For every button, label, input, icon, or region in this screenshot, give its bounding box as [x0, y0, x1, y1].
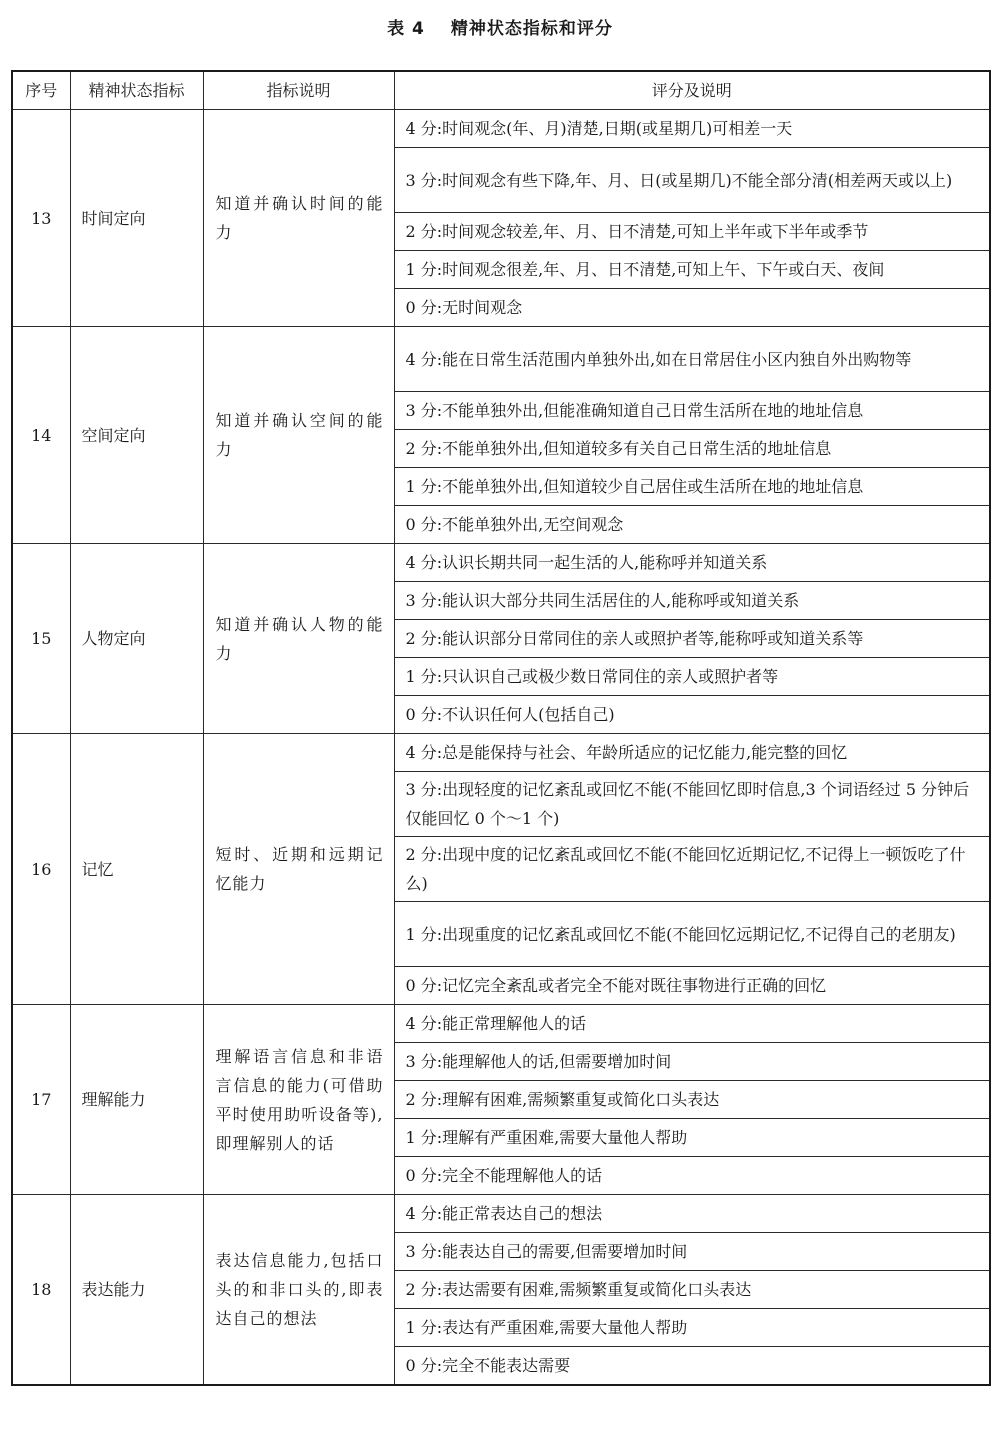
indicator-name: 空间定向 — [70, 327, 203, 544]
table-number: 表 4 — [387, 19, 425, 39]
score-description: 0 分:完全不能理解他人的话 — [394, 1157, 990, 1195]
row-number: 14 — [12, 327, 70, 544]
indicator-description: 理解语言信息和非语言信息的能力(可借助平时使用助听设备等),即理解别人的话 — [203, 1005, 394, 1195]
score-description: 2 分:能认识部分日常同住的亲人或照护者等,能称呼或知道关系等 — [394, 620, 990, 658]
header-indicator: 精神状态指标 — [70, 71, 203, 110]
header-description: 指标说明 — [203, 71, 394, 110]
indicator-description: 表达信息能力,包括口头的和非口头的,即表达自己的想法 — [203, 1195, 394, 1386]
score-description: 3 分:时间观念有些下降,年、月、日(或星期几)不能全部分清(相差两天或以上) — [394, 148, 990, 213]
score-description: 2 分:不能单独外出,但知道较多有关自己日常生活的地址信息 — [394, 430, 990, 468]
score-description: 4 分:能正常理解他人的话 — [394, 1005, 990, 1043]
score-description: 2 分:时间观念较差,年、月、日不清楚,可知上半年或下半年或季节 — [394, 213, 990, 251]
indicator-description: 短时、近期和远期记忆能力 — [203, 734, 394, 1005]
header-row — [12, 71, 990, 110]
indicator-name: 时间定向 — [70, 110, 203, 327]
score-description: 2 分:理解有困难,需频繁重复或简化口头表达 — [394, 1081, 990, 1119]
score-description: 2 分:出现中度的记忆紊乱或回忆不能(不能回忆近期记忆,不记得上一顿饭吃了什么) — [394, 837, 990, 902]
score-description: 0 分:不认识任何人(包括自己) — [394, 696, 990, 734]
table-row — [12, 1195, 990, 1233]
score-description: 3 分:能理解他人的话,但需要增加时间 — [394, 1043, 990, 1081]
score-description: 4 分:认识长期共同一起生活的人,能称呼并知道关系 — [394, 544, 990, 582]
mental-state-table — [11, 70, 991, 1386]
score-description: 3 分:出现轻度的记忆紊乱或回忆不能(不能回忆即时信息,3 个词语经过 5 分钟后仅能回忆 0 个～1 个) — [394, 772, 990, 837]
score-description: 1 分:出现重度的记忆紊乱或回忆不能(不能回忆远期记忆,不记得自己的老朋友) — [394, 902, 990, 967]
score-description: 4 分:能在日常生活范围内单独外出,如在日常居住小区内独自外出购物等 — [394, 327, 990, 392]
indicator-name: 表达能力 — [70, 1195, 203, 1386]
table-row — [12, 1005, 990, 1043]
score-description: 4 分:总是能保持与社会、年龄所适应的记忆能力,能完整的回忆 — [394, 734, 990, 772]
row-number: 16 — [12, 734, 70, 1005]
indicator-description: 知道并确认时间的能力 — [203, 110, 394, 327]
score-description: 1 分:不能单独外出,但知道较少自己居住或生活所在地的地址信息 — [394, 468, 990, 506]
score-description: 0 分:记忆完全紊乱或者完全不能对既往事物进行正确的回忆 — [394, 967, 990, 1005]
score-description: 0 分:不能单独外出,无空间观念 — [394, 506, 990, 544]
indicator-description: 知道并确认空间的能力 — [203, 327, 394, 544]
score-description: 4 分:时间观念(年、月)清楚,日期(或星期几)可相差一天 — [394, 110, 990, 148]
indicator-name: 记忆 — [70, 734, 203, 1005]
row-number: 15 — [12, 544, 70, 734]
table-row — [12, 734, 990, 772]
score-description: 3 分:不能单独外出,但能准确知道自己日常生活所在地的地址信息 — [394, 392, 990, 430]
indicator-description: 知道并确认人物的能力 — [203, 544, 394, 734]
score-description: 3 分:能认识大部分共同生活居住的人,能称呼或知道关系 — [394, 582, 990, 620]
table-title-text: 精神状态指标和评分 — [450, 19, 613, 39]
table-row — [12, 544, 990, 582]
table-title — [0, 14, 1000, 39]
table-row — [12, 110, 990, 148]
score-description: 1 分:理解有严重困难,需要大量他人帮助 — [394, 1119, 990, 1157]
score-description: 0 分:无时间观念 — [394, 289, 990, 327]
row-number: 13 — [12, 110, 70, 327]
score-description: 4 分:能正常表达自己的想法 — [394, 1195, 990, 1233]
indicator-name: 人物定向 — [70, 544, 203, 734]
row-number: 17 — [12, 1005, 70, 1195]
row-number: 18 — [12, 1195, 70, 1386]
score-description: 2 分:表达需要有困难,需频繁重复或简化口头表达 — [394, 1271, 990, 1309]
score-description: 1 分:只认识自己或极少数日常同住的亲人或照护者等 — [394, 658, 990, 696]
indicator-name: 理解能力 — [70, 1005, 203, 1195]
score-description: 3 分:能表达自己的需要,但需要增加时间 — [394, 1233, 990, 1271]
score-description: 1 分:时间观念很差,年、月、日不清楚,可知上午、下午或白天、夜间 — [394, 251, 990, 289]
header-no: 序号 — [12, 71, 70, 110]
table-row — [12, 327, 990, 392]
score-description: 1 分:表达有严重困难,需要大量他人帮助 — [394, 1309, 990, 1347]
score-description: 0 分:完全不能表达需要 — [394, 1347, 990, 1386]
header-score: 评分及说明 — [394, 71, 990, 110]
